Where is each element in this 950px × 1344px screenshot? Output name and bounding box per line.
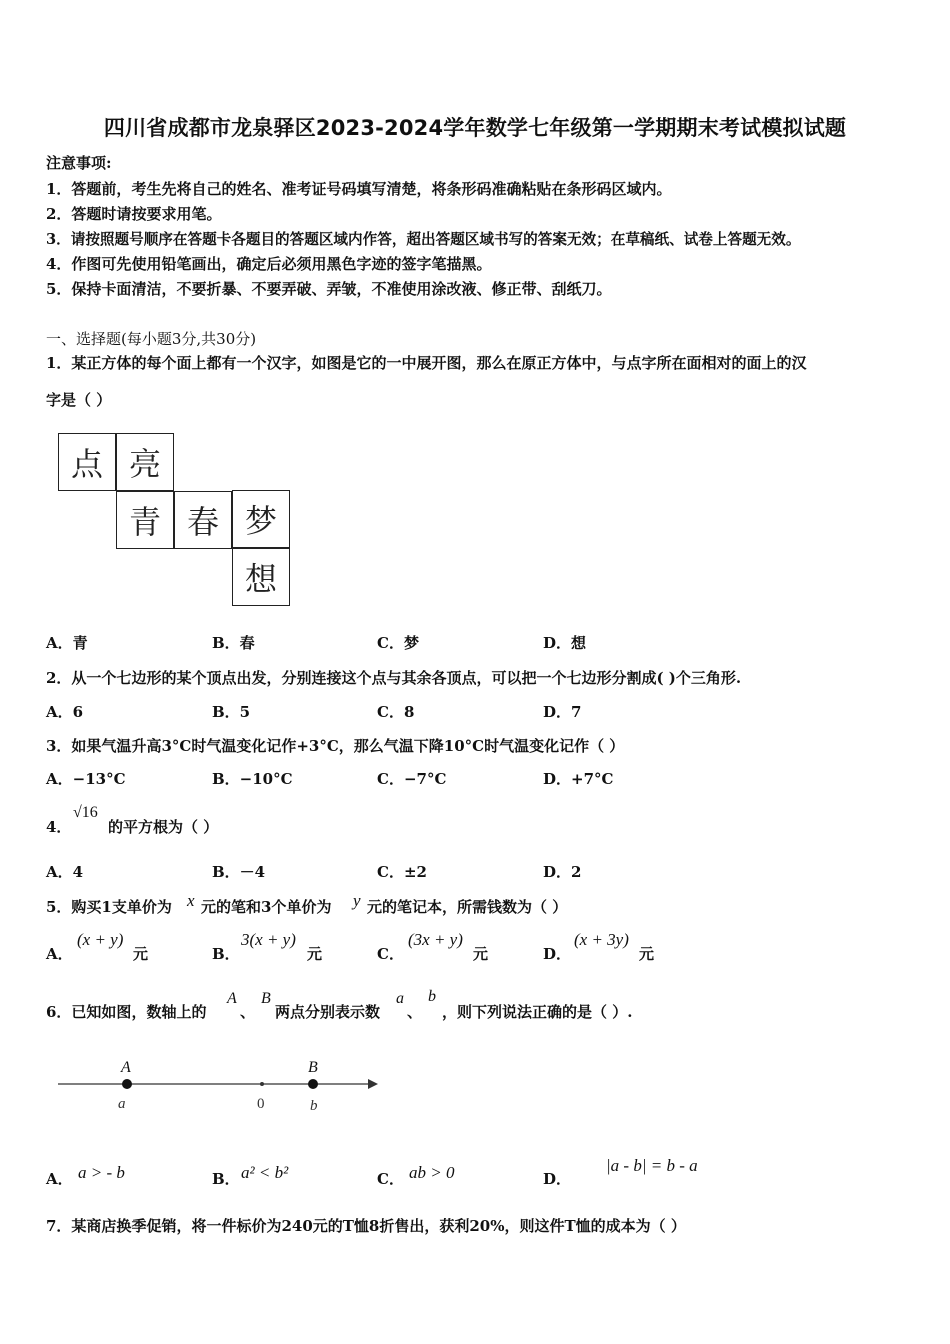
q3-option-c: C．−7°C <box>377 770 447 788</box>
q5-option-a-expr: (x + y) <box>77 930 124 949</box>
number-line-figure <box>50 1050 380 1120</box>
q4-radical: √16 <box>73 804 98 821</box>
axis-label-b: b <box>310 1098 318 1114</box>
q3-option-a: A．−13°C <box>46 770 126 788</box>
q6-point-b: B <box>261 990 271 1007</box>
q5-text-part2: 元的笔和3个单价为 <box>201 898 332 916</box>
point-a-dot <box>122 1079 132 1089</box>
q5-option-c-unit: 元 <box>473 945 489 963</box>
q4-option-a: A．4 <box>46 863 84 881</box>
q7-text: 7．某商店换季促销，将一件标价为240元的T恤8折售出，获利20%，则这件T恤的成本为（ ） <box>46 1217 686 1235</box>
q2-option-b: B．5 <box>212 703 251 721</box>
q5-option-d-label: D． <box>543 945 572 963</box>
q5-option-c-label: C． <box>377 945 404 963</box>
q3-option-d: D．+7°C <box>543 770 614 788</box>
q6-option-c-expr: ab > 0 <box>409 1163 455 1182</box>
q4-option-c: C．±2 <box>377 863 427 881</box>
q2-option-a: A．6 <box>46 703 84 721</box>
q1-text-line1: 1．某正方体的每个面上都有一个汉字，如图是它的一中展开图，那么在原正方体中，与点字所在面相对的面上的汉 <box>46 354 807 372</box>
notice-item-1: 1．答题前，考生先将自己的姓名、准考证号码填写清楚，将条形码准确粘贴在条形码区域内。 <box>46 180 672 198</box>
q6-option-a-label: A． <box>46 1170 73 1188</box>
axis-label-a: a <box>118 1096 126 1112</box>
axis-label-B: B <box>308 1059 318 1076</box>
notice-heading: 注意事项: <box>46 154 112 172</box>
q4-text: 的平方根为（ ） <box>108 818 219 836</box>
q5-option-d-unit: 元 <box>639 945 655 963</box>
q6-option-b-label: B． <box>212 1170 240 1188</box>
q5-option-b-expr: 3(x + y) <box>241 930 296 949</box>
q5-option-b-unit: 元 <box>307 945 323 963</box>
q6-option-a-expr: a > - b <box>78 1163 125 1182</box>
origin-dot <box>260 1082 264 1086</box>
axis-label-zero: 0 <box>257 1096 265 1112</box>
q5-var-x: x <box>187 891 195 910</box>
q6-sep1: 、 <box>240 1003 256 1021</box>
q6-var-a: a <box>396 990 404 1007</box>
q5-option-a-label: A． <box>46 945 73 963</box>
q2-text: 2．从一个七边形的某个顶点出发，分别连接这个点与其余各顶点，可以把一个七边形分割成( )个三角形. <box>46 669 742 687</box>
page-title: 四川省成都市龙泉驿区2023-2024学年数学七年级第一学期期末考试模拟试题 <box>103 116 847 140</box>
q4-number: 4． <box>46 818 72 836</box>
q4-option-b: B．－4 <box>212 863 266 881</box>
q6-sep2: 、 <box>407 1003 423 1021</box>
net-cell-2: 亮 <box>116 433 174 491</box>
q6-option-d-expr: |a - b| = b - a <box>606 1156 698 1175</box>
q5-var-y: y <box>353 891 361 910</box>
q5-text-part1: 5．购买1支单价为 <box>46 898 172 916</box>
point-b-dot <box>308 1079 318 1089</box>
section-heading: 一、选择题(每小题3分,共30分) <box>46 330 257 348</box>
axis-label-A: A <box>121 1059 131 1076</box>
q3-option-b: B．−10°C <box>212 770 293 788</box>
net-cell-5: 梦 <box>232 490 290 548</box>
q6-option-c-label: C． <box>377 1170 404 1188</box>
q6-var-b: b <box>428 988 436 1005</box>
q6-text-part2: 两点分别表示数 <box>275 1003 381 1021</box>
q2-option-d: D．7 <box>543 703 582 721</box>
q2-option-c: C．8 <box>377 703 415 721</box>
notice-item-2: 2．答题时请按要求用笔。 <box>46 205 222 223</box>
q5-text-part3: 元的笔记本，所需钱数为（ ） <box>367 898 568 916</box>
q1-option-b: B．春 <box>212 634 255 652</box>
q5-option-b-label: B． <box>212 945 240 963</box>
net-cell-1: 点 <box>58 433 116 491</box>
q1-option-a: A．青 <box>46 634 88 652</box>
notice-item-3: 3．请按照题号顺序在答题卡各题目的答题区域内作答，超出答题区域书写的答案无效；在草稿纸、试卷上答题无效。 <box>46 231 801 248</box>
q6-option-b-expr: a² < b² <box>241 1163 289 1182</box>
q6-point-a: A <box>227 990 237 1007</box>
notice-item-4: 4．作图可先使用铅笔画出，确定后必须用黑色字迹的签字笔描黑。 <box>46 255 492 273</box>
net-cell-6: 想 <box>232 548 290 606</box>
q1-option-c: C．梦 <box>377 634 419 652</box>
q6-text-part1: 6．已知如图，数轴上的 <box>46 1003 207 1021</box>
q1-option-d: D．想 <box>543 634 587 652</box>
q4-option-d: D．2 <box>543 863 582 881</box>
q1-text-line2: 字是（ ） <box>46 391 112 409</box>
q5-option-c-expr: (3x + y) <box>408 930 463 949</box>
q5-option-a-unit: 元 <box>133 945 149 963</box>
notice-item-5: 5．保持卡面清洁，不要折暴、不要弄破、弄皱，不准使用涂改液、修正带、刮纸刀。 <box>46 280 612 298</box>
q3-text: 3．如果气温升高3°C时气温变化记作+3°C，那么气温下降10°C时气温变化记作（ ） <box>46 737 625 755</box>
q6-text-part3: ，则下列说法正确的是（ ）. <box>442 1003 633 1021</box>
net-cell-4: 春 <box>174 491 232 549</box>
q5-option-d-expr: (x + 3y) <box>574 930 629 949</box>
q6-option-d-label: D． <box>543 1170 572 1188</box>
net-cell-3: 青 <box>116 491 174 549</box>
number-line-arrow <box>368 1079 378 1089</box>
